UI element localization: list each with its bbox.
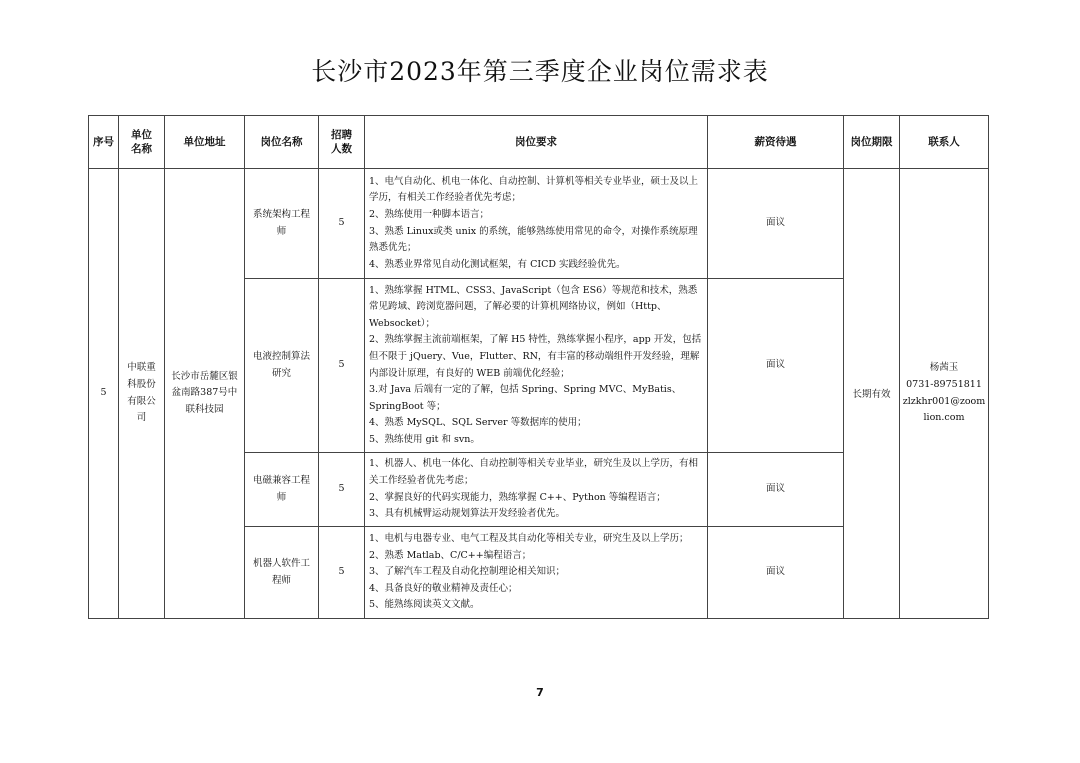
- job-requirements: [365, 279, 708, 453]
- company-address: [165, 169, 245, 619]
- header-period: 岗位期限: [844, 116, 900, 169]
- requirement-item: 2、熟练掌握主流前端框架，了解 H5 特性，熟练掌握小程序，app 开发，包括但不限于 jQuery、Vue，Flutter、RN，有丰富的移动端组件开发经验，理解内部设计原理，有良好的 WEB 前端优化经验；: [369, 334, 702, 379]
- requirement-item: 5、能熟练阅读英文文献。: [369, 599, 480, 611]
- requirement-item: 1、机器人、机电一体化、自动控制等相关专业毕业，研究生及以上学历，有相关工作经验者优先考虑；: [369, 458, 699, 486]
- job-name: [245, 527, 319, 619]
- header-contact: 联系人: [900, 116, 989, 169]
- header-seq: 序号: [89, 116, 119, 169]
- page-number: 7: [536, 686, 544, 699]
- job-name-text: 电磁兼容工程师: [253, 474, 311, 503]
- company-contact: [900, 169, 989, 619]
- header-salary: 薪资待遇: [708, 116, 844, 169]
- job-salary: 面议: [708, 169, 844, 279]
- requirement-item: 1、熟练掌握 HTML、CSS3、JavaScript（包含 ES6）等规范和技术，熟悉常见跨域、跨浏览器问题，了解必要的计算机网络协议，例如（Http、Websocket）；: [369, 284, 698, 329]
- job-name: [245, 453, 319, 527]
- requirement-item: 3.对 Java 后端有一定的了解，包括 Spring、Spring MVC、MyBatis、SpringBoot 等；: [369, 384, 682, 412]
- job-name: [245, 169, 319, 279]
- company-name: [119, 169, 165, 619]
- contact-phone: 0731-89751811: [906, 378, 982, 390]
- header-address: 单位地址: [165, 116, 245, 169]
- job-requirements: [365, 169, 708, 279]
- job-headcount: 5: [319, 169, 365, 279]
- company-period: 长期有效: [844, 279, 900, 619]
- requirement-item: 3、熟悉 Linux或类 unix 的系统，能够熟练使用常见的命令，对操作系统原理熟悉优先；: [369, 225, 698, 254]
- job-name: [245, 279, 319, 453]
- requirement-item: 2、掌握良好的代码实现能力，熟练掌握 C++、Python 等编程语言；: [369, 491, 666, 503]
- job-demand-table: [88, 115, 989, 619]
- requirement-item: 2、熟练使用一种脚本语言；: [369, 208, 490, 220]
- header-unit-name: [119, 116, 165, 169]
- job-requirements: [365, 453, 708, 527]
- page-title: 长沙市2023年第三季度企业岗位需求表: [311, 57, 769, 86]
- job-salary: 面议: [708, 527, 844, 619]
- job-requirements: [365, 527, 708, 619]
- requirement-item: 5、熟练使用 git 和 svn。: [369, 433, 480, 445]
- header-row: [89, 116, 989, 169]
- job-headcount: 5: [319, 527, 365, 619]
- contact-email: zlzkhr001@zoomlion.com: [902, 395, 986, 424]
- requirement-item: 4、熟悉业界常见自动化测试框架，有 CICD 实践经验优先。: [369, 258, 626, 270]
- requirement-item: 3、了解汽车工程及自动化控制理论相关知识；: [369, 566, 566, 578]
- job-headcount: 5: [319, 453, 365, 527]
- job-salary: 面议: [708, 453, 844, 527]
- job-name-text: 电液控制算法研究: [253, 350, 311, 379]
- requirement-item: 1、电机与电器专业、电气工程及其自动化等相关专业，研究生及以上学历；: [369, 533, 689, 545]
- job-headcount: 5: [319, 279, 365, 453]
- table-row: [89, 169, 989, 279]
- company-name-text: 中联重科股份有限公司: [127, 362, 156, 424]
- header-unit-name-text: 单位名称: [131, 129, 152, 155]
- requirement-item: 3、具有机械臂运动规划算法开发经验者优先。: [369, 508, 566, 520]
- company-period-cell-top: [844, 169, 900, 279]
- header-requirements: 岗位要求: [365, 116, 708, 169]
- company-seq: 5: [89, 169, 119, 619]
- job-salary: 面议: [708, 279, 844, 453]
- contact-name: 杨茜玉: [929, 362, 959, 374]
- header-headcount: [319, 116, 365, 169]
- requirement-item: 1、电气自动化、机电一体化、自动控制、计算机等相关专业毕业，硕士及以上学历，有相关工作经验者优先考虑；: [369, 175, 699, 204]
- requirement-item: 2、熟悉 Matlab、C/C++编程语言；: [369, 549, 532, 561]
- requirement-item: 4、熟悉 MySQL、SQL Server 等数据库的使用；: [369, 417, 587, 429]
- job-name-text: 机器人软件工程师: [253, 557, 311, 586]
- requirement-item: 4、具备良好的敬业精神及责任心；: [369, 582, 518, 594]
- job-name-text: 系统架构工程师: [253, 208, 311, 237]
- header-headcount-text: 招聘人数: [331, 129, 352, 155]
- company-address-text: 长沙市岳麓区银盆南路387号中联科技园: [171, 370, 238, 415]
- header-job-name: 岗位名称: [245, 116, 319, 169]
